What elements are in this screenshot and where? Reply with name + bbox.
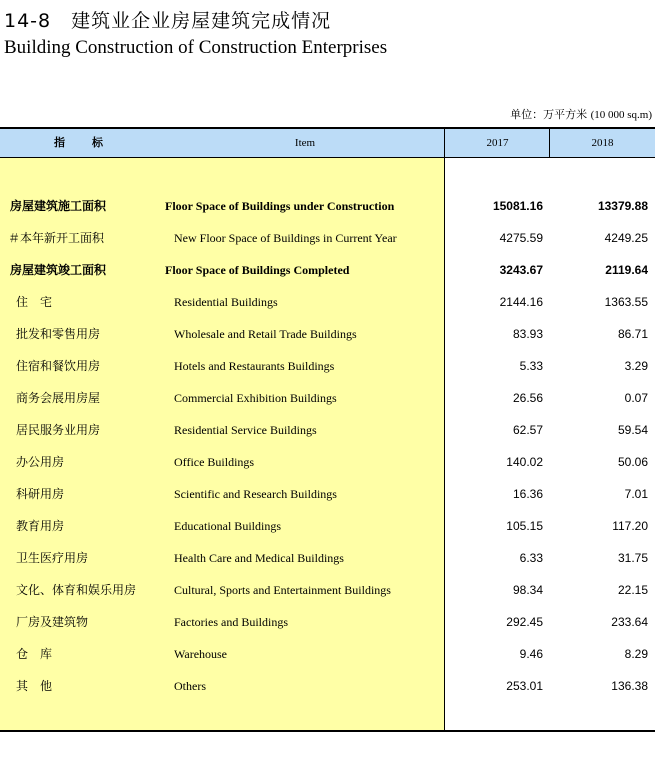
row-label-english: Factories and Buildings xyxy=(174,615,288,629)
row-label-chinese: 办公用房 xyxy=(16,455,65,469)
column-header-indicator: 指 标 xyxy=(54,136,111,149)
column-header-2017: 2017 xyxy=(486,137,509,149)
cell-value-2018: 59.54 xyxy=(617,423,648,437)
cell-value-2017: 98.34 xyxy=(512,583,543,597)
cell-value-2017: 292.45 xyxy=(506,615,543,629)
row-label-english: Residential Buildings xyxy=(174,295,278,309)
table-header xyxy=(0,129,655,158)
table-body xyxy=(0,190,655,702)
row-label-chinese: 房屋建筑竣工面积 xyxy=(10,263,107,277)
unit-label xyxy=(510,106,652,122)
cell-value-2017: 83.93 xyxy=(512,327,543,341)
table-bottom-rule xyxy=(0,730,655,732)
row-label-english: Cultural, Sports and Entertainment Buildings xyxy=(174,583,391,597)
row-label-english: Scientific and Research Buildings xyxy=(174,487,337,501)
cell-value-2018: 22.15 xyxy=(617,583,648,597)
cell-value-2018: 8.29 xyxy=(624,647,648,661)
cell-value-2018: 0.07 xyxy=(624,391,648,405)
column-divider-years xyxy=(549,129,550,158)
data-table xyxy=(0,127,655,733)
row-label-chinese: 商务会展用房屋 xyxy=(16,391,101,405)
page-title-english: Building Construction of Construction Enterprises xyxy=(4,37,388,58)
row-label-chinese: 卫生医疗用房 xyxy=(16,551,89,565)
cell-value-2017: 62.57 xyxy=(512,423,543,437)
cell-value-2018: 86.71 xyxy=(617,327,648,341)
column-header-2018: 2018 xyxy=(591,137,614,149)
row-label-english: Residential Service Buildings xyxy=(174,423,317,437)
cell-value-2017: 3243.67 xyxy=(499,263,543,277)
row-label-english: Health Care and Medical Buildings xyxy=(174,551,344,565)
row-label-english: Office Buildings xyxy=(174,455,255,469)
table-row xyxy=(0,670,655,702)
cell-value-2018: 4249.25 xyxy=(604,231,648,245)
row-label-english: Hotels and Restaurants Buildings xyxy=(174,359,335,373)
cell-value-2017: 253.01 xyxy=(506,679,543,693)
row-label-chinese: 房屋建筑施工面积 xyxy=(10,199,107,213)
table-row xyxy=(0,222,655,254)
cell-value-2017: 16.36 xyxy=(512,487,543,501)
row-label-english: Floor Space of Buildings Completed xyxy=(165,263,350,277)
row-label-chinese: 文化、体育和娱乐用房 xyxy=(16,583,137,597)
row-label-chinese: 科研用房 xyxy=(16,487,65,501)
table-row xyxy=(0,318,655,350)
cell-value-2017: 26.56 xyxy=(512,391,543,405)
table-row xyxy=(0,382,655,414)
cell-value-2018: 1363.55 xyxy=(604,295,648,309)
cell-value-2017: 15081.16 xyxy=(492,199,543,213)
row-label-english: Commercial Exhibition Buildings xyxy=(174,391,337,405)
table-row xyxy=(0,254,655,286)
table-row xyxy=(0,542,655,574)
cell-value-2017: 5.33 xyxy=(519,359,543,373)
cell-value-2018: 233.64 xyxy=(611,615,648,629)
table-row xyxy=(0,286,655,318)
cell-value-2017: 6.33 xyxy=(519,551,543,565)
cell-value-2018: 2119.64 xyxy=(605,263,648,277)
row-label-english: Educational Buildings xyxy=(174,519,281,533)
table-row xyxy=(0,638,655,670)
row-label-chinese: 教育用房 xyxy=(16,519,65,533)
cell-value-2018: 117.20 xyxy=(612,519,648,533)
table-row xyxy=(0,446,655,478)
cell-value-2018: 3.29 xyxy=(624,359,648,373)
cell-value-2018: 50.06 xyxy=(617,455,648,469)
cell-value-2017: 4275.59 xyxy=(499,231,543,245)
row-label-chinese: 住 宅 xyxy=(16,295,53,309)
row-label-english: Floor Space of Buildings under Construction xyxy=(165,199,395,213)
cell-value-2018: 136.38 xyxy=(611,679,648,693)
cell-value-2018: 31.75 xyxy=(617,551,648,565)
table-row xyxy=(0,574,655,606)
table-row xyxy=(0,414,655,446)
cell-value-2017: 2144.16 xyxy=(499,295,543,309)
row-label-chinese: 住宿和餐饮用房 xyxy=(16,359,101,373)
page-title-chinese: 14-8 建筑业企业房屋建筑完成情况 xyxy=(4,10,332,32)
table-row xyxy=(0,190,655,222)
row-label-english: Wholesale and Retail Trade Buildings xyxy=(174,327,357,341)
table-row xyxy=(0,606,655,638)
cell-value-2017: 140.02 xyxy=(506,455,543,469)
row-label-chinese: 居民服务业用房 xyxy=(16,423,101,437)
table-row xyxy=(0,510,655,542)
column-header-item: Item xyxy=(294,137,316,149)
row-label-english: New Floor Space of Buildings in Current Year xyxy=(174,231,397,245)
row-label-chinese: 厂房及建筑物 xyxy=(16,615,89,629)
table-row xyxy=(0,350,655,382)
row-label-chinese: 仓 库 xyxy=(16,647,53,661)
unit-label-chinese: 单位：万平方米 xyxy=(510,108,588,121)
unit-label-english: (10 000 sq.m) xyxy=(590,109,652,121)
row-label-chinese: ＃本年新开工面积 xyxy=(8,231,105,245)
cell-value-2017: 105.15 xyxy=(506,519,543,533)
row-label-english: Warehouse xyxy=(174,647,228,661)
cell-value-2018: 7.01 xyxy=(624,487,648,501)
table-row xyxy=(0,478,655,510)
cell-value-2018: 13379.88 xyxy=(597,199,648,213)
row-label-english: Others xyxy=(174,679,206,693)
row-label-chinese: 批发和零售用房 xyxy=(16,327,101,341)
cell-value-2017: 9.46 xyxy=(519,647,543,661)
row-label-chinese: 其 他 xyxy=(16,679,53,693)
